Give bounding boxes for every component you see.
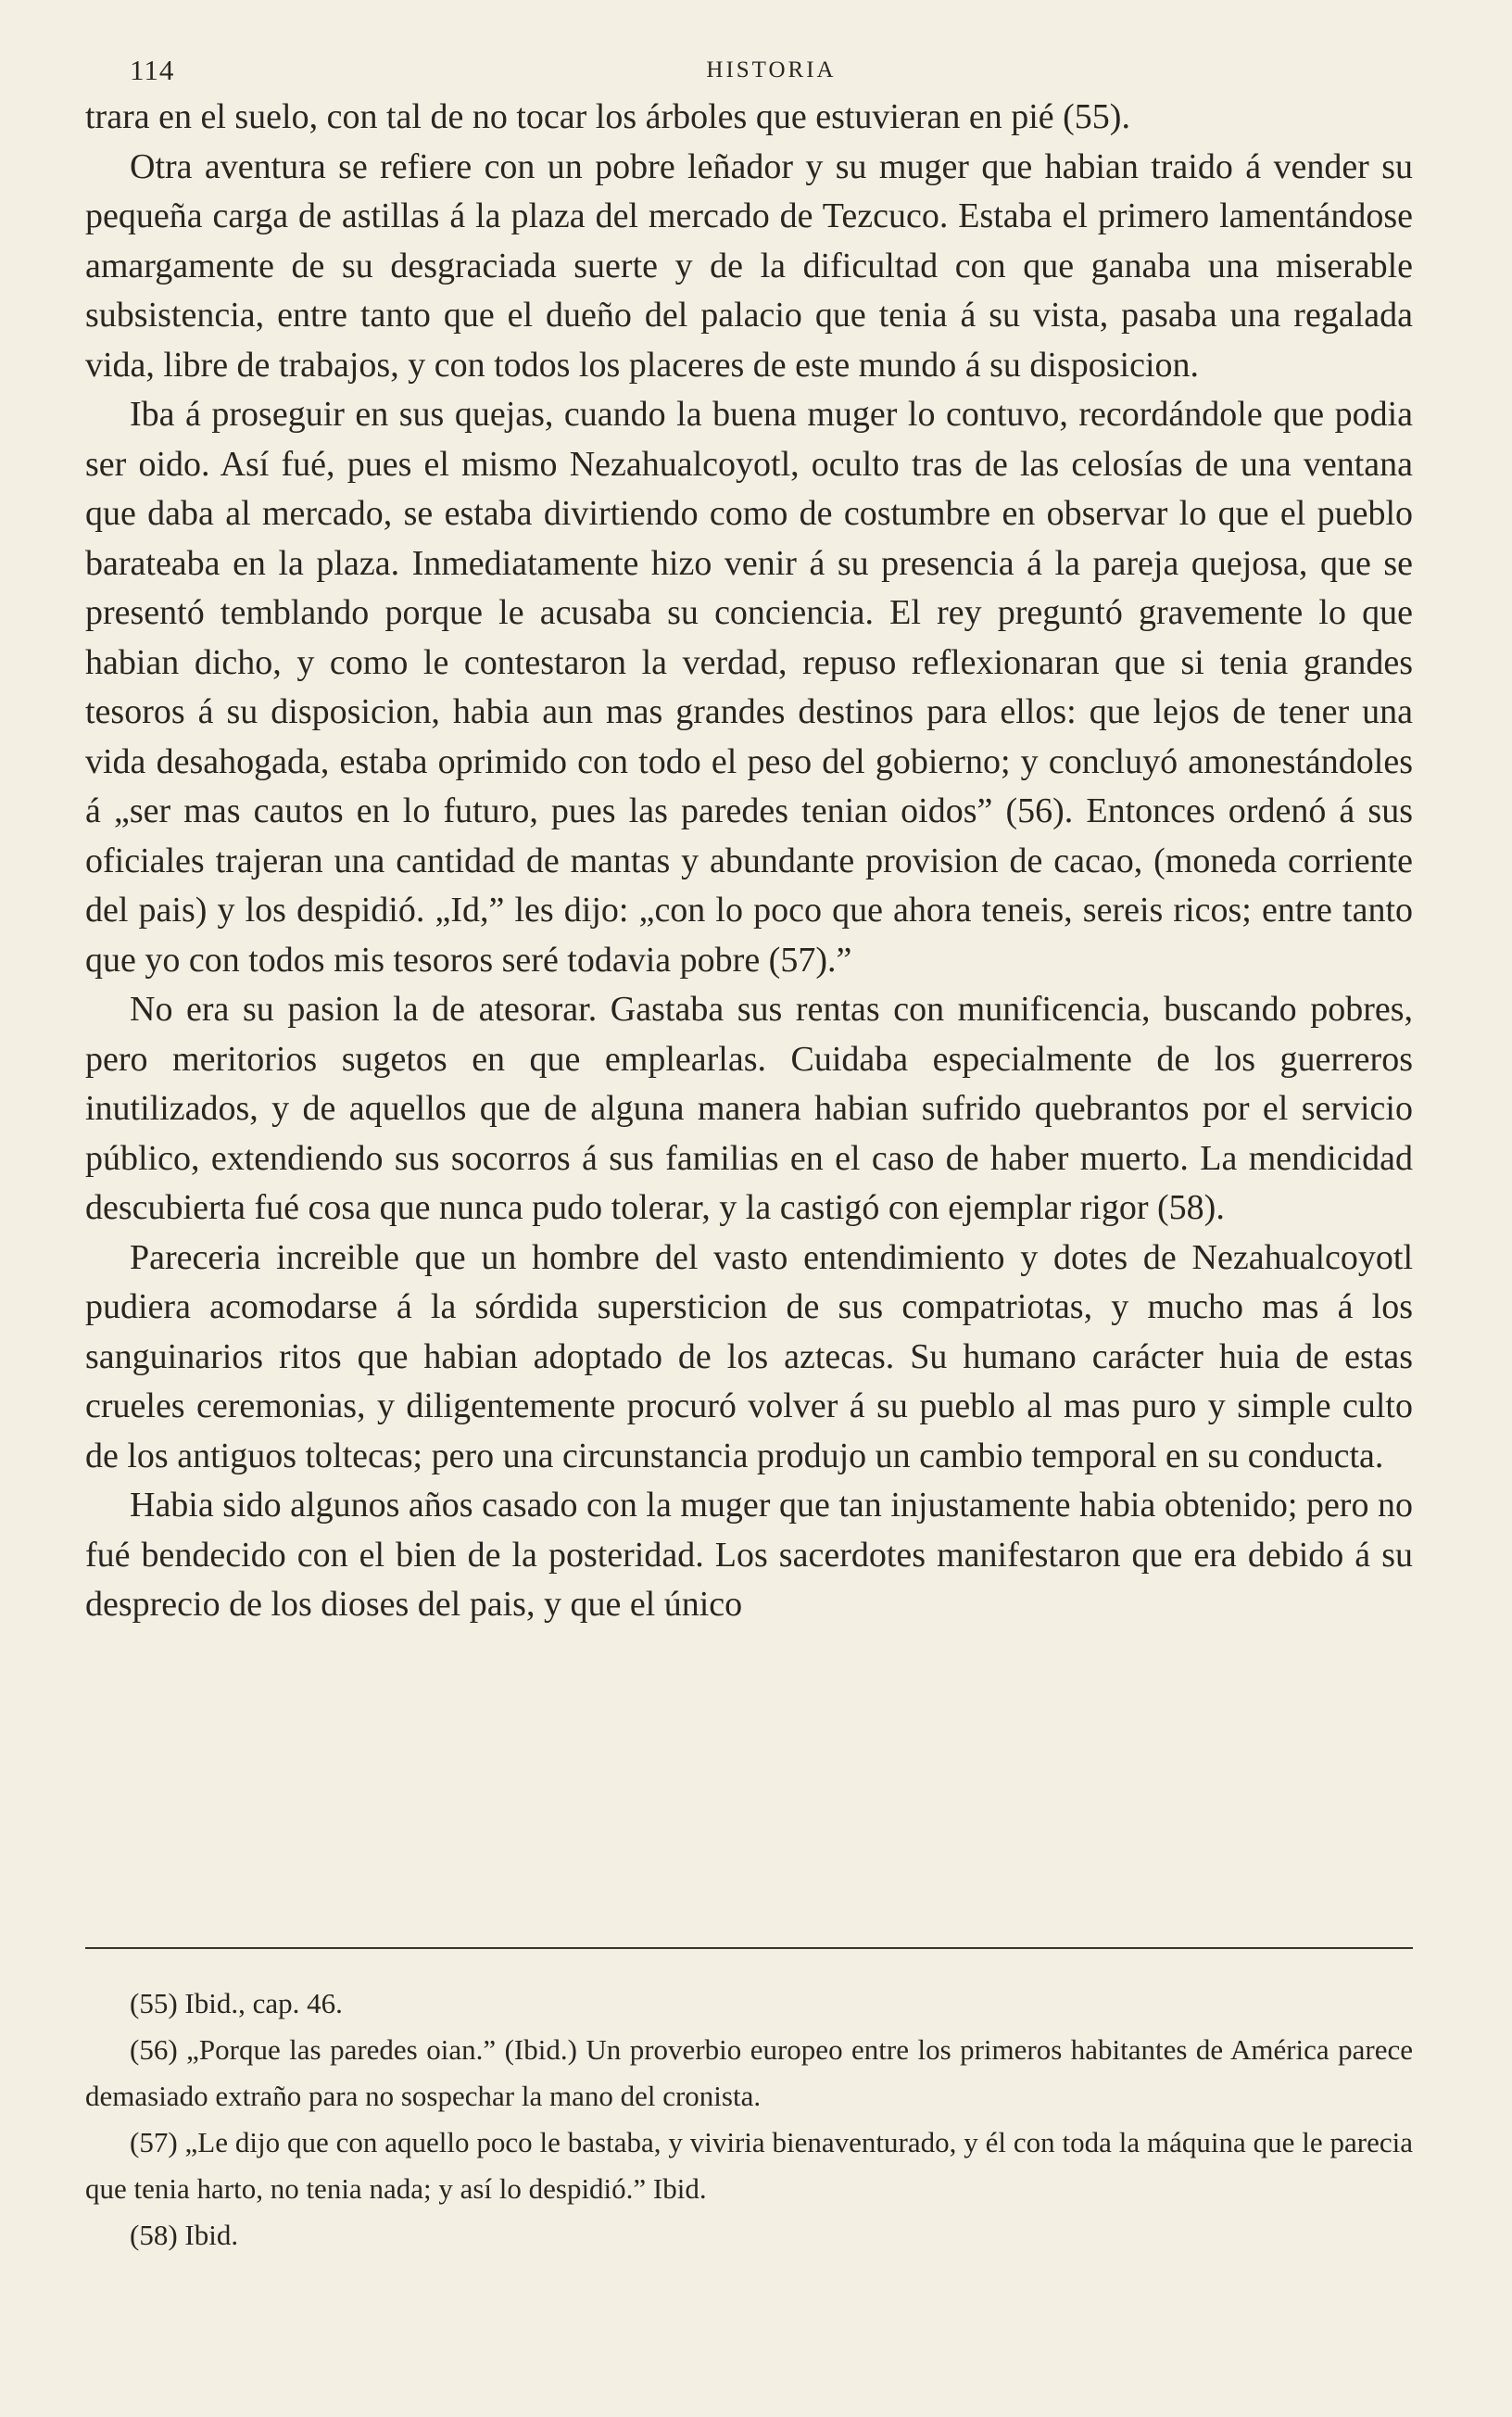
body-text <box>85 93 1413 1630</box>
paragraph: Otra aventura se refiere con un pobre leñador y su muger que habian traido á vender su pequeña carga de astillas á la plaza del mercado de Tezcuco. Estaba el primero lamentándose amargamente de su desgraciada suerte y de la dificultad con que ganaba una miserable subsistencia, entre tanto que el dueño del palacio que tenia á su vista, pasaba una regalada vida, libre de trabajos, y con todos los placeres de este mundo á su disposicion. <box>85 146 1413 385</box>
paragraph: Pareceria increible que un hombre del vasto entendimiento y dotes de Nezahualcoyotl pudiera acomodarse á la sórdida supersticion de sus compatriotas, y mucho mas á los sanguinarios ritos que habian adoptado de los aztecas. Su humano carácter huia de estas crueles ceremonias, y diligentemente procuró volver á su pueblo al mas puro y simple culto de los antiguos toltecas; pero una circunstancia produjo un cambio temporal en su conducta. <box>85 1237 1413 1475</box>
footnote-divider <box>85 1947 1413 1949</box>
paragraph: Iba á proseguir en sus quejas, cuando la buena muger lo contuvo, recordándole que podia ser oido. Así fué, pues el mismo Nezahualcoyotl, oculto tras de las celosías de una ventana que daba al mercado, se estaba divirtiendo como de costumbre en observar lo que el pueblo barateaba en la plaza. Inmediatamente hizo venir á su presencia á la pareja quejosa, que se presentó temblando porque le acusaba su conciencia. El rey preguntó gravemente lo que habian dicho, y como le contestaron la verdad, repuso reflexionaran que si tenia grandes tesoros á su disposicion, habia aun mas grandes destinos para ellos: que lejos de tener una vida desahogada, estaba oprimido con todo el peso del gobierno; y concluyó amonestándoles á „ser mas cautos en lo futuro, pues las paredes tenian oidos” (56). Entonces ordenó á sus oficiales trajeran una cantidad de mantas y abundante provision de cacao, (moneda corriente del pais) y los despidió. „Id,” les dijo: „con lo poco que ahora teneis, sereis ricos; entre tanto que yo con todos mis tesoros seré todavia pobre (57).” <box>85 395 1413 980</box>
footnote: (55) Ibid., cap. 46. <box>130 1987 343 2019</box>
running-title: HISTORIA <box>706 57 837 82</box>
page-header <box>130 48 1413 95</box>
footnotes <box>85 1980 1413 2259</box>
footnote: (56) „Porque las paredes oian.” (Ibid.) Un proverbio europeo entre los primeros habitantes de América parece demasiado extraño para no sospechar la mano del cronista. <box>85 2033 1413 2112</box>
paragraph: Habia sido algunos años casado con la muger que tan injustamente habia obtenido; pero no fué bendecido con el bien de la posteridad. Los sacerdotes manifestaron que era debido á su desprecio de los dioses del pais, y que el único <box>85 1486 1413 1624</box>
paragraph: trara en el suelo, con tal de no tocar los árboles que estuvieran en pié (55). <box>85 97 1130 136</box>
page-number: 114 <box>130 54 175 86</box>
footnote: (57) „Le dijo que con aquello poco le bastaba, y viviria bienaventurado, y él con toda la máquina que le parecia que tenia harto, no tenia nada; y así lo despidió.” Ibid. <box>85 2126 1413 2205</box>
footnote: (58) Ibid. <box>130 2219 239 2251</box>
paragraph: No era su pasion la de atesorar. Gastaba sus rentas con munificencia, buscando pobres, pero meritorios sugetos en que emplearlas. Cuidaba especialmente de los guerreros inutilizados, y de aquellos que de alguna manera habian sufrido quebrantos por el servicio público, extendiendo sus socorros á sus familias en el caso de haber muerto. La mendicidad descubierta fué cosa que nunca pudo tolerar, y la castigó con ejemplar rigor (58). <box>85 990 1413 1227</box>
